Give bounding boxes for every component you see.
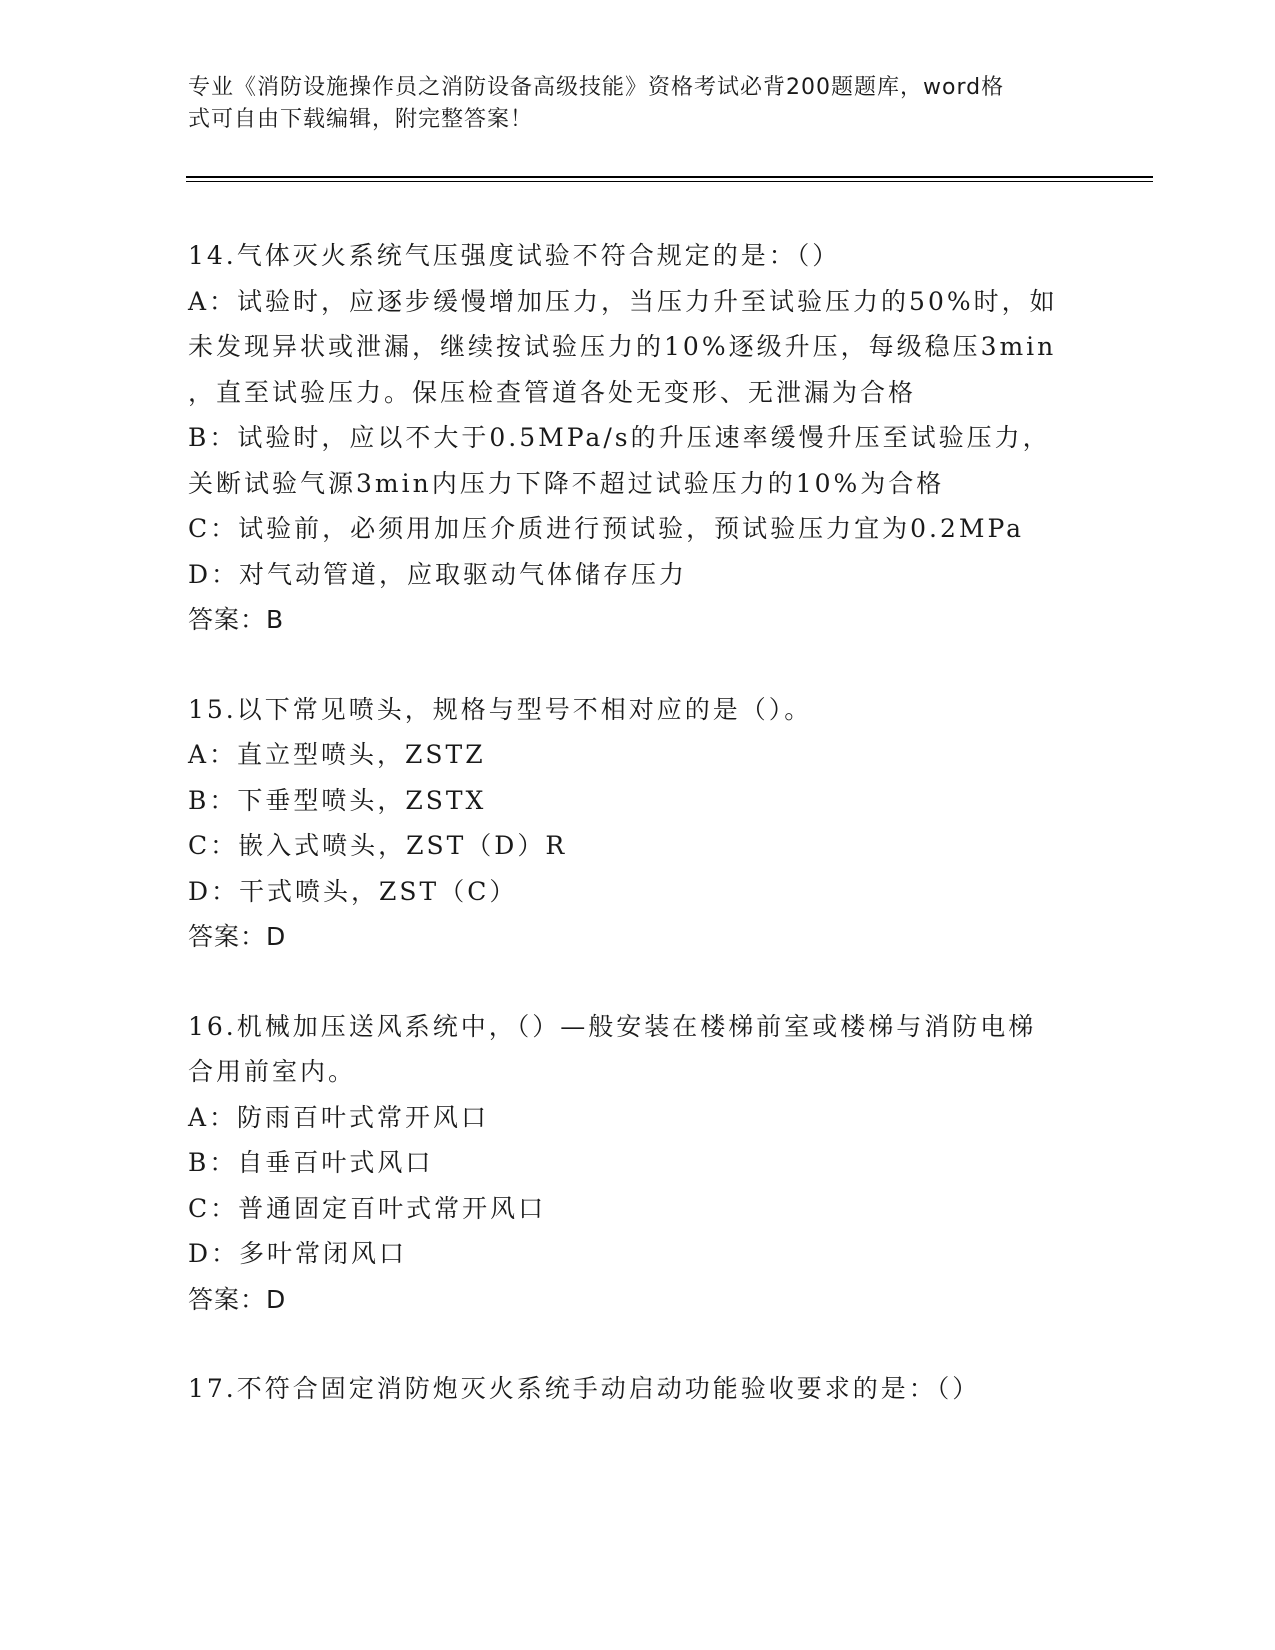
option-d: D：对气动管道，应取驱动气体储存压力: [188, 559, 688, 589]
option-c: C：试验前，必须用加压介质进行预试验，预试验压力宜为0.2MPa: [188, 514, 1025, 543]
option-a: A：直立型喷头，ZSTZ: [188, 740, 486, 769]
option-b: B：试验时，应以不大于0.5MPa/s的升压速率缓慢升压至试验压力，: [188, 423, 1051, 452]
header-divider-thin: [186, 181, 1153, 182]
question-stem: 16.机械加压送风系统中，（）—般安装在楼梯前室或楼梯与消防电梯: [188, 1011, 1037, 1041]
header-line: 式可自由下载编辑，附完整答案！: [188, 107, 534, 132]
question-stem-continued: 合用前室内。: [188, 1057, 357, 1086]
option-c: C：普通固定百叶式常开风口: [188, 1193, 547, 1223]
question-stem: 14.气体灭火系统气压强度试验不符合规定的是：（）: [188, 241, 841, 270]
question-17: [188, 1366, 1088, 1412]
answer: 答案：B: [188, 605, 285, 634]
question-stem: 17.不符合固定消防炮灭火系统手动启动功能验收要求的是：（）: [188, 1374, 981, 1403]
option-d: D：干式喷头，ZST（C）: [188, 876, 518, 906]
option-b: B：自垂百叶式风口: [188, 1148, 434, 1177]
option-a-continued: ，直至试验压力。保压检查管道各处无变形、无泄漏为合格: [188, 377, 917, 407]
answer: 答案：D: [188, 1284, 287, 1314]
option-b: B：下垂型喷头，ZSTX: [188, 785, 487, 815]
answer: 答案：D: [188, 922, 287, 951]
question-16: [188, 1004, 1088, 1323]
option-b-continued: 关断试验气源3min内压力下降不超过试验压力的10%为合格: [188, 468, 945, 498]
option-c: C：嵌入式喷头，ZST（D）R: [188, 831, 568, 860]
header-line: 专业《消防设施操作员之消防设备高级技能》资格考试必背200题题库，word格: [188, 75, 1005, 100]
question-list: [188, 233, 1088, 1456]
option-d: D：多叶常闭风口: [188, 1239, 408, 1268]
question-stem: 15.以下常见喷头，规格与型号不相对应的是（）。: [188, 694, 813, 724]
option-a: A：试验时，应逐步缓慢增加压力，当压力升至试验压力的50%时，如: [188, 286, 1058, 316]
option-a: A：防雨百叶式常开风口: [188, 1102, 490, 1132]
header-divider-thick: [186, 176, 1153, 178]
question-14: [188, 233, 1088, 643]
document-header: [188, 72, 1088, 136]
question-15: [188, 687, 1088, 960]
option-a-continued: 未发现异状或泄漏，继续按试验压力的10%逐级升压，每级稳压3min: [188, 332, 1057, 361]
